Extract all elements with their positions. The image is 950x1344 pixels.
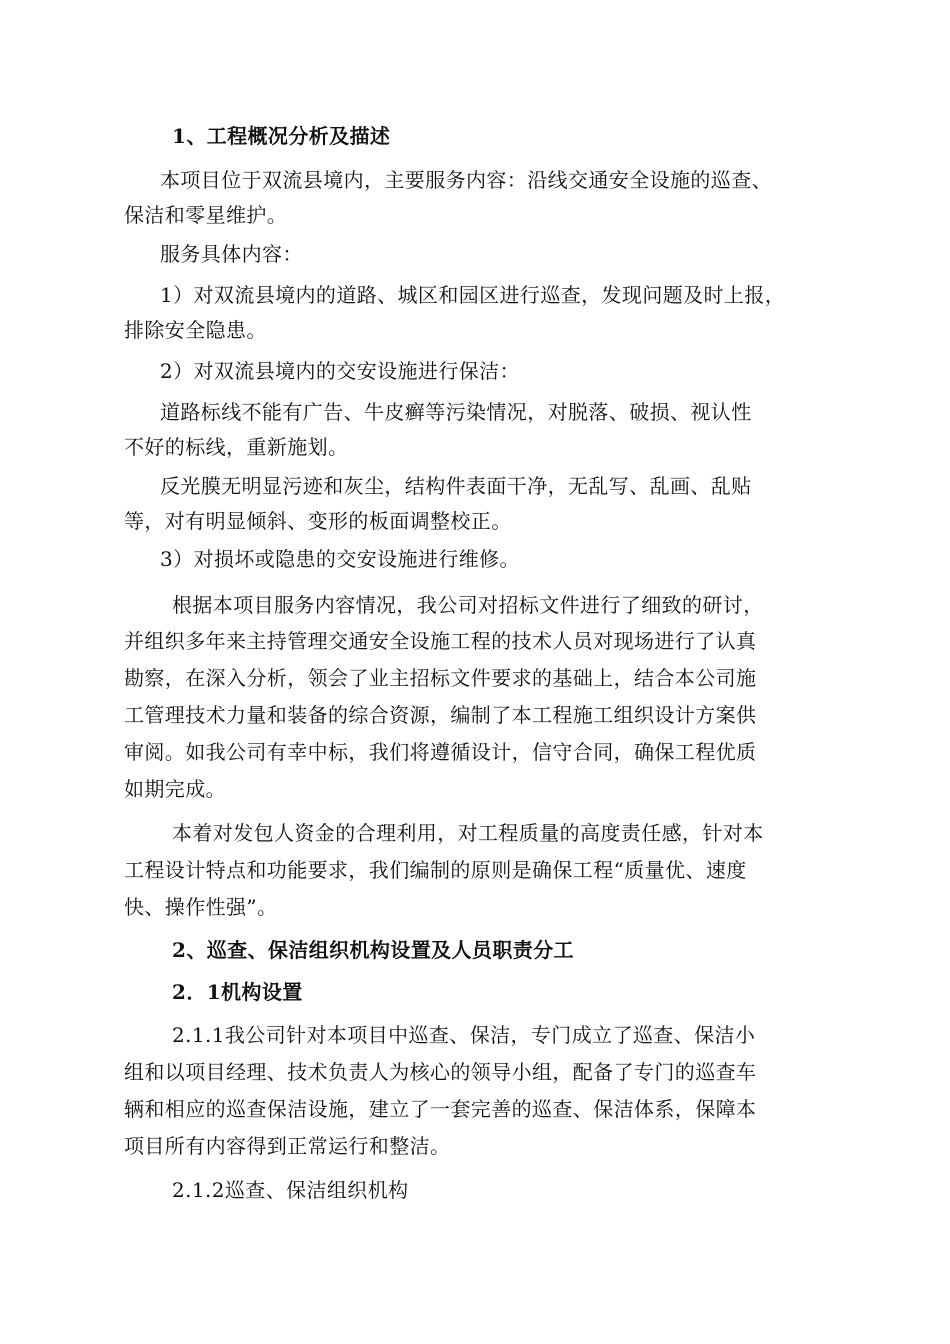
para-8-line-2: 并组织多年来主持管理交通安全设施工程的技术人员对现场进行了认真: [124, 629, 757, 653]
para-5-line-1: 道路标线不能有广告、牛皮癣等污染情况，对脱落、破损、视认性: [160, 400, 752, 424]
para-10-line-3: 辆和相应的巡查保洁设施，建立了一套完善的巡查、保洁体系，保障本: [124, 1097, 757, 1121]
para-8-line-5: 审阅。如我公司有幸中标，我们将遵循设计，信守合同，确保工程优质: [124, 740, 757, 764]
para-4: 2）对双流县境内的交安设施进行保洁：: [160, 359, 520, 383]
heading-3: 2．1机构设置: [172, 980, 303, 1004]
para-8-line-3: 勘察，在深入分析，领会了业主招标文件要求的基础上，结合本公司施: [124, 666, 757, 690]
para-9-line-1: 本着对发包人资金的合理利用，对工程质量的高度责任感，针对本: [172, 821, 764, 845]
para-9-line-2: 工程设计特点和功能要求，我们编制的原则是确保工程“质量优、速度: [124, 858, 747, 882]
para-6-line-2: 等，对有明显倾斜、变形的板面调整校正。: [124, 509, 512, 533]
para-3-line-1: 1）对双流县境内的道路、城区和园区进行巡查，发现问题及时上报，: [160, 283, 786, 307]
para-8-line-6: 如期完成。: [124, 777, 226, 801]
para-10-line-4: 项目所有内容得到正常运行和整洁。: [124, 1134, 451, 1158]
heading-2: 2、巡查、保洁组织机构设置及人员职责分工: [172, 938, 574, 962]
heading-1: 1、工程概况分析及描述: [172, 124, 391, 148]
para-6-line-1: 反光膜无明显污迹和灰尘，结构件表面干净，无乱写、乱画、乱贴: [160, 474, 752, 498]
para-10-line-2: 组和以项目经理、技术负责人为核心的领导小组，配备了专门的巡查车: [124, 1060, 757, 1084]
para-7: 3）对损坏或隐患的交安设施进行维修。: [160, 547, 520, 571]
para-8-line-4: 工管理技术力量和装备的综合资源，编制了本工程施工组织设计方案供: [124, 703, 757, 727]
para-1-line-1: 本项目位于双流县境内，主要服务内容：沿线交通安全设施的巡查、: [160, 168, 772, 192]
para-1-line-2: 保洁和零星维护。: [124, 203, 288, 227]
para-10-line-1: 2.1.1我公司针对本项目中巡查、保洁，专门成立了巡查、保洁小: [172, 1023, 756, 1047]
para-9-line-3: 快、操作性强”。: [124, 895, 278, 919]
para-2: 服务具体内容：: [160, 242, 303, 266]
para-8-line-1: 根据本项目服务内容情况，我公司对招标文件进行了细致的研讨，: [172, 593, 764, 617]
para-5-line-2: 不好的标线，重新施划。: [124, 435, 349, 459]
para-3-line-2: 排除安全隐患。: [124, 318, 267, 342]
para-11: 2.1.2巡查、保洁组织机构: [172, 1178, 409, 1202]
